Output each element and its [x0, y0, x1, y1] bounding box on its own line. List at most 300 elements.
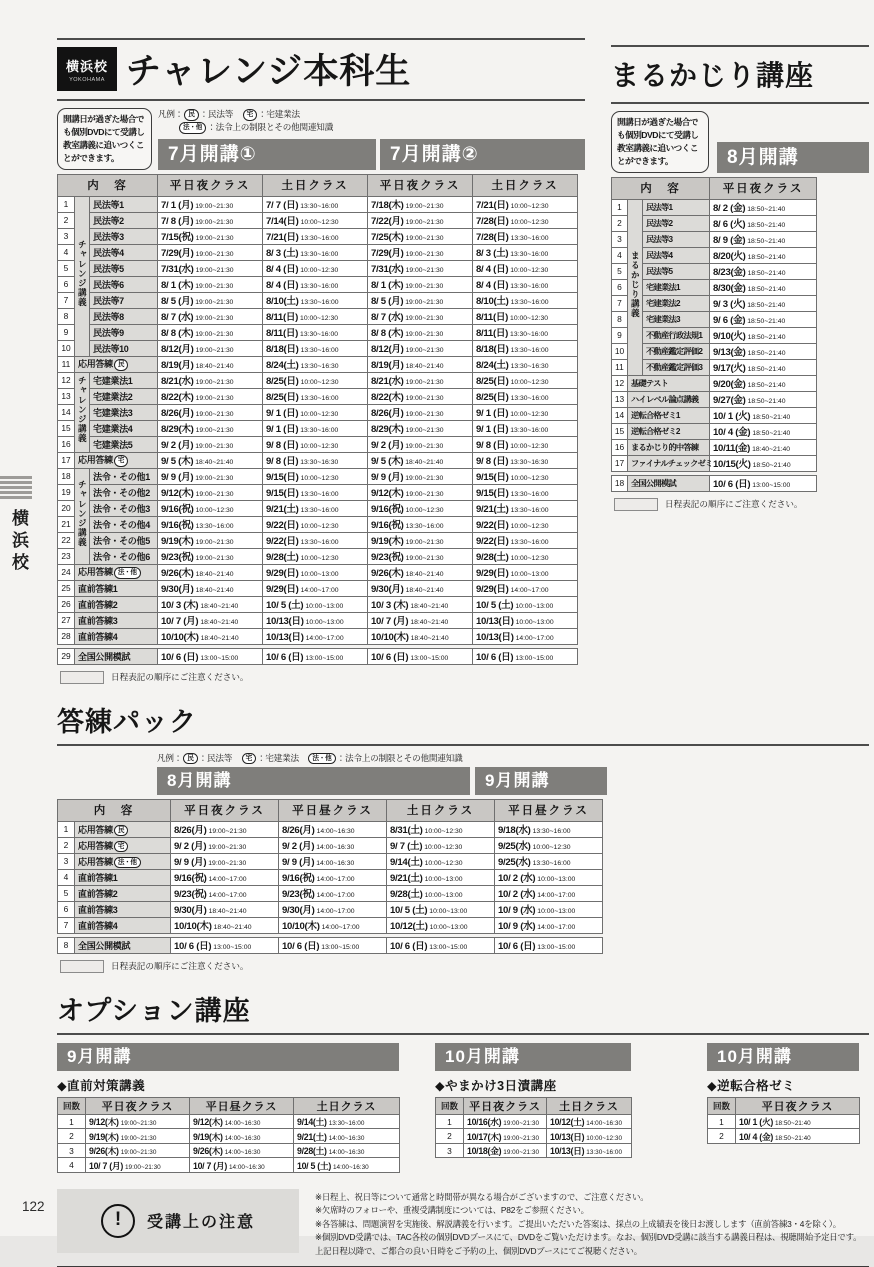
session-time: 19:00~21:30 — [120, 1149, 157, 1157]
session-cell — [710, 455, 817, 471]
session-cell — [473, 596, 578, 612]
session-time: 19:00~21:30 — [405, 235, 444, 243]
session-date: 10/ 6 (日) — [476, 652, 514, 664]
session-time: 10:00~12:30 — [586, 1134, 622, 1142]
session-date: 7/ 1 (月) — [161, 200, 194, 212]
row-number-cell: 3 — [58, 228, 75, 244]
session-time: 13:30~16:00 — [510, 427, 549, 435]
schedule-table-head — [58, 1097, 400, 1114]
session-cell — [158, 484, 263, 500]
schedule-row — [58, 596, 578, 612]
course-name-cell — [628, 375, 710, 391]
touren-title: 答練パック — [57, 700, 869, 746]
session-time: 13:30~16:30 — [510, 459, 549, 467]
course-name: 直前答練1 — [78, 872, 118, 883]
content-header-cell: 回数 — [58, 1097, 86, 1114]
course-name-cell — [628, 407, 710, 423]
session-time: 10:00~12:30 — [300, 315, 339, 323]
schedule-row — [58, 532, 578, 548]
course-name-cell — [75, 821, 171, 837]
session-time: 10:00~12:30 — [300, 523, 339, 531]
session-time: 14:00~16:30 — [316, 828, 355, 836]
session-cell — [171, 885, 279, 901]
dvd-note-box: 開講日が過ぎた場合でも個別DVDにて受講し教室講義に追いつくことができます。 — [611, 111, 709, 173]
course-group-label: チャレンジ講義 — [77, 376, 88, 444]
row-number-cell: 7 — [58, 917, 75, 933]
schedule-row — [58, 853, 603, 869]
session-cell — [710, 439, 817, 455]
session-date: 8/11(日) — [266, 312, 299, 324]
schedule-row — [58, 260, 578, 276]
session-date: 10/12(土) — [550, 1117, 585, 1128]
subject-badge: 法・他 — [114, 567, 141, 579]
session-time: 18:50~21:40 — [747, 302, 786, 310]
banner-october: 10月開講 — [707, 1043, 859, 1071]
row-number-cell: 2 — [58, 1129, 86, 1144]
session-date: 7/29(月) — [371, 248, 404, 260]
course-name-cell — [75, 628, 158, 644]
option-block-yamakake — [435, 1043, 631, 1173]
session-cell — [263, 436, 368, 452]
header-row — [58, 174, 578, 196]
session-time: 10:00~13:00 — [424, 876, 463, 884]
course-name: 応用答練 — [78, 567, 113, 578]
session-cell — [263, 628, 368, 644]
marukajiri-header — [611, 45, 869, 104]
session-time: 10:00~12:30 — [300, 443, 339, 451]
session-date: 9/ 8 (日) — [476, 456, 509, 468]
row-number-cell: 14 — [58, 404, 75, 420]
session-date: 8/25(日) — [266, 392, 299, 404]
option-block-chokuzen — [57, 1043, 399, 1173]
session-date: 10/10(木) — [174, 921, 212, 933]
session-time: 14:00~17:00 — [300, 587, 339, 595]
session-date: 9/15(日) — [476, 488, 509, 500]
session-time: 18:50~21:40 — [747, 222, 786, 230]
session-cell — [464, 1114, 547, 1129]
row-number-cell: 18 — [612, 475, 628, 491]
course-name: 直前答練1 — [78, 583, 118, 594]
session-date: 8/ 3 (土) — [476, 248, 509, 260]
session-time: 13:30~16:00 — [300, 235, 339, 243]
session-date: 8/26(月) — [282, 825, 315, 837]
schedule-row — [612, 407, 817, 423]
session-date: 10/ 5 (土) — [266, 600, 304, 612]
session-date: 9/ 2 (月) — [174, 841, 207, 853]
session-cell — [710, 263, 817, 279]
session-time: 19:00~21:30 — [195, 411, 234, 419]
session-cell — [710, 311, 817, 327]
session-date: 8/ 8 (木) — [371, 328, 404, 340]
course-name: 全国公開模試 — [78, 940, 131, 951]
course-name-cell — [90, 308, 158, 324]
course-name: 宅建業法1 — [646, 282, 680, 292]
touren-schedule-table — [57, 937, 603, 954]
course-name-cell — [643, 295, 710, 311]
session-date: 10/ 6 (日) — [174, 941, 212, 953]
session-cell — [263, 308, 368, 324]
session-time: 13:30~16:00 — [300, 283, 339, 291]
session-cell — [158, 292, 263, 308]
row-number-cell: 18 — [58, 468, 75, 484]
session-time: 10:00~13:00 — [510, 571, 549, 579]
session-date: 8/11(日) — [476, 312, 509, 324]
session-cell — [464, 1143, 547, 1158]
session-time: 19:00~21:30 — [405, 555, 444, 563]
schedule-row — [58, 837, 603, 853]
session-cell — [473, 516, 578, 532]
marukajiri-table-wrap — [611, 177, 869, 492]
session-date: 8/31(土) — [390, 825, 423, 837]
session-cell — [158, 532, 263, 548]
session-time: 13:30~16:00 — [510, 539, 549, 547]
schedule-row — [58, 1114, 400, 1129]
session-time: 18:40~21:40 — [195, 571, 234, 579]
schedule-row — [612, 475, 817, 491]
row-number-cell: 17 — [58, 452, 75, 468]
schedule-row — [58, 308, 578, 324]
session-time: 13:30~16:00 — [300, 507, 339, 515]
schedule-row — [58, 901, 603, 917]
session-time: 19:00~21:30 — [405, 539, 444, 547]
legend-label-min: ：民法等 — [199, 109, 234, 119]
session-cell — [294, 1143, 400, 1158]
session-cell — [158, 340, 263, 356]
session-date: 10/ 9 (水) — [498, 921, 536, 933]
session-time: 14:00~16:30 — [328, 1149, 365, 1157]
session-cell — [710, 327, 817, 343]
session-date: 9/ 1 (日) — [266, 424, 299, 436]
course-name: 宅建業法1 — [93, 375, 133, 386]
legend-badge-min: 民 — [183, 753, 197, 765]
session-time: 10:00~12:30 — [195, 507, 234, 515]
session-date: 9/ 3 (火) — [713, 299, 746, 311]
session-time: 18:50~21:40 — [747, 366, 786, 374]
session-time: 18:40~21:40 — [405, 363, 444, 371]
challenge-subhead — [57, 108, 585, 170]
banner-august: 8月開講 — [157, 767, 470, 795]
session-cell — [473, 468, 578, 484]
session-time: 13:30~16:00 — [405, 523, 444, 531]
session-time: 14:00~16:30 — [316, 860, 355, 868]
session-date: 8/24(土) — [266, 360, 299, 372]
session-time: 18:50~21:40 — [752, 414, 791, 422]
session-cell — [473, 212, 578, 228]
session-date: 10/ 6 (日) — [161, 652, 199, 664]
session-cell — [279, 853, 387, 869]
session-cell — [263, 484, 368, 500]
course-name-cell — [643, 247, 710, 263]
session-date: 8/23(金) — [713, 267, 746, 279]
session-date: 10/ 7 (月) — [371, 616, 409, 628]
challenge-table-wrap — [57, 174, 585, 665]
session-cell — [547, 1129, 632, 1144]
session-cell — [473, 436, 578, 452]
session-date: 10/15(火) — [713, 459, 751, 471]
session-date: 8/10(土) — [476, 296, 509, 308]
row-number-cell: 4 — [58, 1158, 86, 1173]
session-date: 10/ 7 (月) — [89, 1160, 123, 1171]
course-name-cell — [643, 311, 710, 327]
content-header-cell: 内 容 — [612, 177, 710, 199]
schedule-row — [58, 372, 578, 388]
content-header-cell: 内 容 — [58, 174, 158, 196]
session-cell — [710, 279, 817, 295]
session-cell — [263, 612, 368, 628]
session-time: 18:40~21:40 — [405, 571, 444, 579]
session-date: 10/13(日) — [266, 632, 304, 644]
course-name: 応用答練 — [78, 455, 113, 466]
session-cell — [368, 260, 473, 276]
schedule-row — [58, 436, 578, 452]
class-header-cell: 平日夜クラス — [368, 174, 473, 196]
course-group-cell — [628, 199, 643, 375]
session-date: 8/ 4 (日) — [266, 280, 299, 292]
course-name-cell — [90, 484, 158, 500]
session-time: 19:00~21:30 — [405, 203, 444, 211]
course-name: 民法等1 — [93, 199, 124, 210]
banner-september: 9月開講 — [57, 1043, 399, 1071]
session-cell — [279, 901, 387, 917]
session-cell — [387, 821, 495, 837]
course-name-cell — [90, 404, 158, 420]
session-time: 14:00~16:30 — [224, 1120, 261, 1128]
session-time: 10:00~13:00 — [300, 571, 339, 579]
session-time: 14:00~16:30 — [316, 844, 355, 852]
row-number-cell: 1 — [708, 1114, 736, 1129]
session-date: 9/30(月) — [161, 584, 194, 596]
session-date: 9/16(祝) — [282, 873, 315, 885]
session-time: 19:00~21:30 — [195, 347, 234, 355]
session-date: 7/14(日) — [266, 216, 299, 228]
session-cell — [387, 837, 495, 853]
course-name-cell — [90, 436, 158, 452]
session-date: 8/22(木) — [161, 392, 194, 404]
session-cell — [263, 324, 368, 340]
session-date: 10/ 2 (水) — [498, 873, 536, 885]
legend — [157, 752, 869, 765]
course-name-cell — [628, 455, 713, 471]
session-date: 10/13(日) — [266, 616, 304, 628]
session-time: 14:00~17:00 — [537, 924, 576, 932]
session-cell — [368, 404, 473, 420]
option-table-wrap — [57, 1097, 399, 1173]
schedule-row — [708, 1114, 860, 1129]
course-name: 直前答練4 — [78, 920, 118, 931]
session-date: 9/ 7 (土) — [390, 841, 423, 853]
session-cell — [263, 388, 368, 404]
session-time: 13:30~16:00 — [532, 828, 571, 836]
stripe — [0, 491, 32, 494]
schedule-row — [436, 1129, 632, 1144]
session-date: 9/30(月) — [282, 905, 315, 917]
session-cell — [368, 196, 473, 212]
session-date: 9/18(水) — [498, 825, 531, 837]
session-time: 18:50~21:40 — [747, 206, 786, 214]
session-time: 10:00~13:00 — [429, 908, 468, 916]
schedule-row — [612, 439, 817, 455]
session-date: 9/25(水) — [498, 841, 531, 853]
session-time: 19:00~21:30 — [195, 283, 234, 291]
option-heading-yamakake: ◆やまかけ3日漬講座 — [435, 1078, 557, 1093]
session-time: 18:50~21:40 — [747, 382, 786, 390]
session-cell — [158, 308, 263, 324]
session-cell — [158, 612, 263, 628]
session-time: 19:00~21:30 — [195, 331, 234, 339]
schedule-row — [58, 324, 578, 340]
session-cell — [473, 308, 578, 324]
schedule-row — [58, 420, 578, 436]
session-cell — [263, 500, 368, 516]
session-time: 19:00~21:30 — [195, 427, 234, 435]
schedule-row — [58, 612, 578, 628]
course-name-cell — [643, 199, 710, 215]
session-date: 10/ 3 (木) — [371, 600, 409, 612]
course-name: 全国公開模試 — [78, 651, 131, 662]
session-cell — [495, 853, 603, 869]
schedule-row — [58, 821, 603, 837]
session-date: 9/ 2 (月) — [161, 440, 194, 452]
header-row — [612, 177, 817, 199]
schedule-row — [612, 199, 817, 215]
session-date: 9/12(木) — [193, 1117, 223, 1128]
session-time: 18:40~21:40 — [200, 635, 239, 643]
session-cell — [368, 420, 473, 436]
course-name-cell — [643, 327, 710, 343]
session-time: 18:50~21:40 — [747, 350, 786, 358]
schedule-row — [612, 375, 817, 391]
legend-badge-hou: 法・他 — [308, 753, 335, 765]
challenge-section — [57, 38, 585, 684]
header-row — [708, 1097, 860, 1114]
session-cell — [473, 404, 578, 420]
schedule-row — [612, 231, 817, 247]
row-number-cell: 2 — [612, 215, 628, 231]
course-name-cell — [90, 244, 158, 260]
schedule-row — [58, 484, 578, 500]
schedule-row — [58, 276, 578, 292]
session-cell — [158, 420, 263, 436]
session-date: 9/26(木) — [161, 568, 194, 580]
session-date: 9/12(木) — [371, 488, 404, 500]
row-number-cell: 9 — [58, 324, 75, 340]
row-number-cell: 10 — [58, 340, 75, 356]
row-number-cell: 12 — [58, 372, 75, 388]
session-time: 10:00~12:30 — [300, 475, 339, 483]
session-time: 14:00~17:00 — [316, 892, 355, 900]
session-date: 9/29(日) — [476, 584, 509, 596]
session-cell — [158, 500, 263, 516]
order-note-text: 日程表記の順序にご注意ください。 — [111, 961, 249, 972]
session-date: 8/ 4 (日) — [266, 264, 299, 276]
row-number-cell: 1 — [58, 196, 75, 212]
session-time: 14:00~16:30 — [228, 1163, 265, 1171]
session-time: 13:00~15:00 — [537, 944, 576, 952]
session-date: 10/11(金) — [713, 443, 751, 455]
course-name: 法令・その他4 — [93, 519, 150, 530]
subject-badge: 宅 — [114, 455, 128, 467]
side-tab-label: 横浜校 — [9, 509, 28, 575]
session-cell — [473, 372, 578, 388]
course-name-cell — [75, 648, 158, 664]
session-cell — [387, 917, 495, 933]
session-cell — [263, 228, 368, 244]
session-cell — [279, 869, 387, 885]
side-stripes — [0, 476, 34, 499]
schedule-row — [58, 937, 603, 953]
session-date: 9/20(金) — [713, 379, 746, 391]
session-cell — [368, 532, 473, 548]
session-time: 10:00~12:30 — [510, 475, 549, 483]
session-time: 18:40~21:40 — [195, 363, 234, 371]
class-header-cell: 土日クラス — [473, 174, 578, 196]
course-name: 民法等4 — [93, 247, 124, 258]
schedule-row — [612, 263, 817, 279]
session-date: 9/27(金) — [713, 395, 746, 407]
session-date: 8/ 4 (日) — [476, 264, 509, 276]
session-time: 19:00~21:30 — [195, 219, 234, 227]
session-date: 10/ 6 (日) — [498, 941, 536, 953]
session-cell — [263, 548, 368, 564]
row-number-cell: 3 — [58, 853, 75, 869]
session-date: 10/ 5 (土) — [297, 1160, 331, 1171]
session-time: 18:40~21:40 — [410, 635, 449, 643]
session-cell — [263, 580, 368, 596]
session-date: 10/ 7 (月) — [161, 616, 199, 628]
row-number-cell: 5 — [58, 260, 75, 276]
session-date: 10/ 4 (金) — [739, 1131, 773, 1142]
session-cell — [710, 247, 817, 263]
session-date: 8/26(月) — [174, 825, 207, 837]
course-name-cell — [90, 340, 158, 356]
row-number-cell: 23 — [58, 548, 75, 564]
session-date: 10/13(日) — [550, 1131, 585, 1142]
session-time: 10:00~12:30 — [510, 379, 549, 387]
option-section — [57, 989, 869, 1173]
schedule-table-head — [58, 799, 603, 821]
session-cell — [736, 1114, 860, 1129]
order-note — [60, 960, 869, 973]
course-name-cell — [75, 901, 171, 917]
session-cell — [368, 244, 473, 260]
session-date: 8/26(月) — [161, 408, 194, 420]
row-number-cell: 1 — [58, 821, 75, 837]
session-date: 9/28(土) — [390, 889, 423, 901]
session-date: 8/10(土) — [266, 296, 299, 308]
session-date: 9/ 8 (日) — [476, 440, 509, 452]
session-cell — [710, 343, 817, 359]
session-cell — [473, 564, 578, 580]
class-header-cell: 平日夜クラス — [464, 1097, 547, 1114]
session-cell — [473, 340, 578, 356]
session-time: 13:30~16:00 — [510, 299, 549, 307]
row-number-cell: 16 — [612, 439, 628, 455]
session-date: 9/29(日) — [266, 568, 299, 580]
notice-line: ※個別DVD受講では、TAC各校の個別DVDブースにて、DVDをご覧いただけます。なお、個別DVD受講に該当する講義日程は、視聴開始予定日です。上記日程以降で、ご都合の良い日時をご予約の上、個別DVDブースにてご視聴ください。 — [315, 1232, 862, 1256]
course-name: 民法等9 — [93, 327, 124, 338]
course-name: 応用答練 — [78, 840, 113, 851]
session-cell — [171, 853, 279, 869]
session-date: 10/17(木) — [467, 1131, 502, 1142]
session-date: 8/18(日) — [266, 344, 299, 356]
session-time: 18:40~21:40 — [200, 619, 239, 627]
marukajiri-schedule-table — [611, 475, 817, 492]
session-date: 7/31(水) — [161, 264, 194, 276]
session-cell — [547, 1143, 632, 1158]
session-date: 9/ 1 (日) — [476, 424, 509, 436]
school-badge-romaji: YOKOHAMA — [69, 76, 105, 83]
row-number-cell: 5 — [612, 263, 628, 279]
